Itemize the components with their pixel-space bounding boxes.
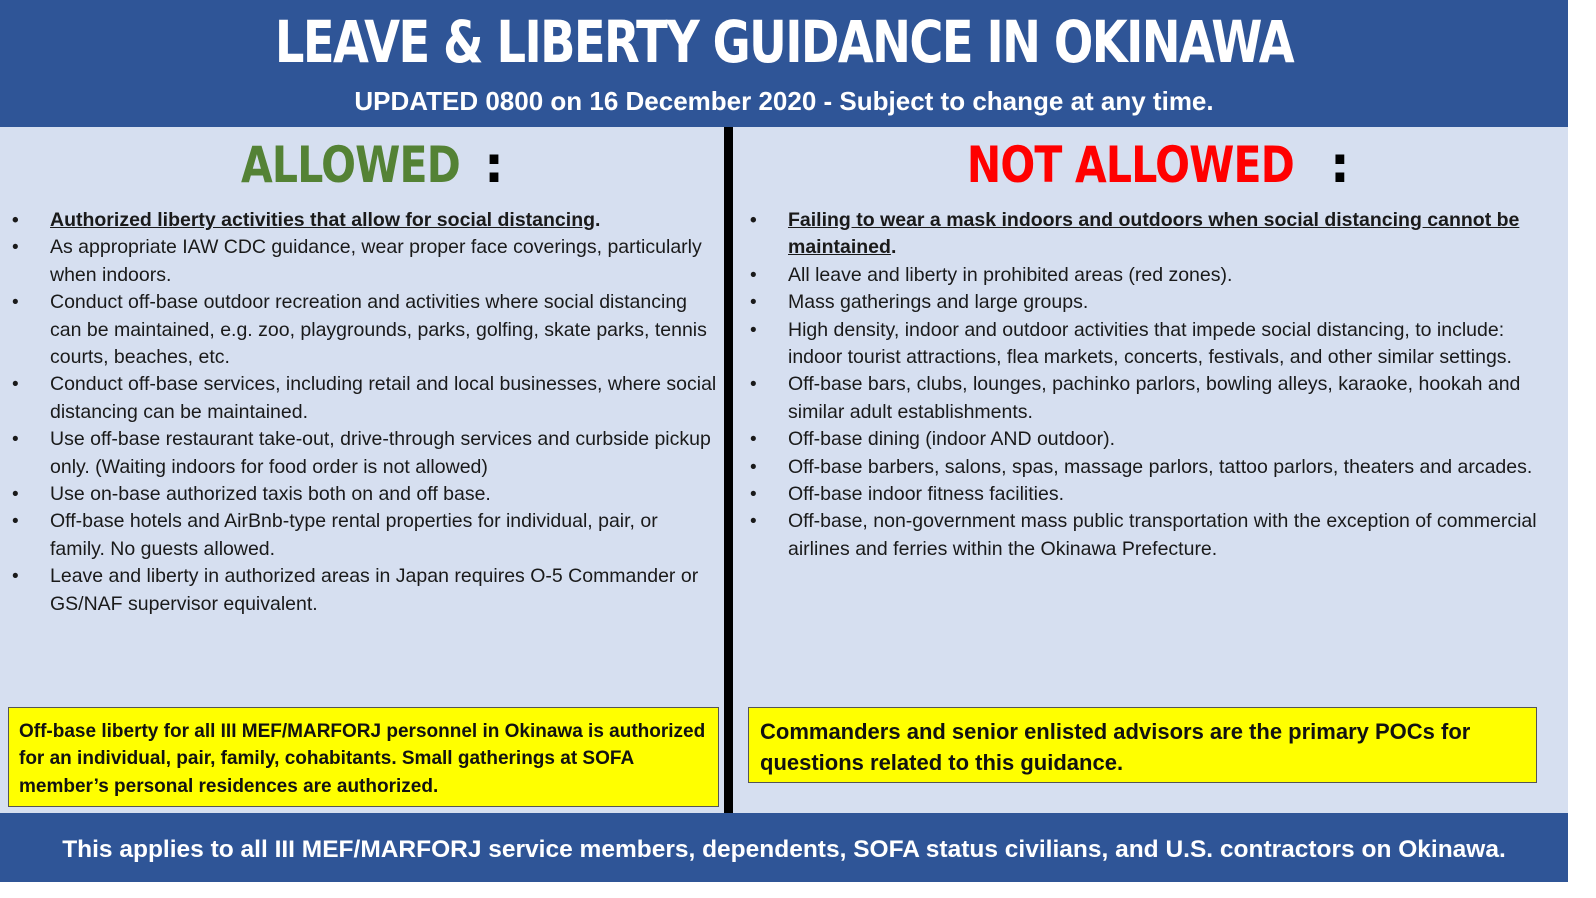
not-allowed-item: • Off-base bars, clubs, lounges, pachinko parlors, bowling alleys, karaoke, hookah and similar adult establishments. (750, 371, 1540, 426)
header-banner (0, 0, 1568, 127)
allowed-note-box: Off-base liberty for all III MEF/MARFORJ personnel in Okinawa is authorized for an individual, pair, family, cohabitants. Small gatherings at SOFA member’s personal residences are authorized. (8, 707, 719, 807)
allowed-item: • Use off-base restaurant take-out, drive-through services and curbside pickup only. (Waiting indoors for food order is not allowed) (12, 426, 717, 481)
not-allowed-item: • Mass gatherings and large groups. (750, 289, 1540, 316)
allowed-item: • Use on-base authorized taxis both on and off base. (12, 481, 717, 508)
not-allowed-list (750, 207, 1540, 563)
not-allowed-item: • Off-base barbers, salons, spas, massage parlors, tattoo parlors, theaters and arcades. (750, 454, 1540, 481)
not-allowed-heading-colon: : (1329, 136, 1349, 194)
column-divider (724, 127, 733, 813)
allowed-heading-colon: : (483, 136, 503, 194)
allowed-item: • Conduct off-base services, including retail and local businesses, where social distancing can be maintained. (12, 371, 717, 426)
page-title: LEAVE & LIBERTY GUIDANCE IN OKINAWA (274, 8, 1294, 76)
not-allowed-item: • All leave and liberty in prohibited areas (red zones). (750, 262, 1540, 289)
allowed-heading (80, 134, 640, 196)
allowed-item: • Authorized liberty activities that allow for social distancing. (12, 207, 717, 234)
allowed-item: • As appropriate IAW CDC guidance, wear proper face coverings, particularly when indoors. (12, 234, 717, 289)
not-allowed-heading-text: NOT ALLOWED (966, 136, 1295, 194)
allowed-item: • Conduct off-base outdoor recreation and activities where social distancing can be maintained, e.g. zoo, playgrounds, parks, golfing, skate parks, tennis courts, beaches, etc. (12, 289, 717, 371)
allowed-item: • Leave and liberty in authorized areas in Japan requires O-5 Commander or GS/NAF supervisor equivalent. (12, 563, 717, 618)
allowed-heading-text: ALLOWED (241, 136, 460, 194)
not-allowed-item: • Off-base indoor fitness facilities. (750, 481, 1540, 508)
not-allowed-heading (840, 134, 1440, 196)
not-allowed-item: • Off-base, non-government mass public transportation with the exception of commercial airlines and ferries within the Okinawa Prefecture. (750, 508, 1540, 563)
poc-note-box: Commanders and senior enlisted advisors are the primary POCs for questions related to this guidance. (748, 707, 1537, 783)
allowed-item-text: Authorized liberty activities that allow for social distancing (50, 209, 596, 231)
update-subtitle: UPDATED 0800 on 16 December 2020 - Subject to change at any time. (354, 86, 1214, 116)
not-allowed-item: • Off-base dining (indoor AND outdoor). (750, 426, 1540, 453)
not-allowed-item-text: Failing to wear a mask indoors and outdoors when social distancing cannot be maintained (788, 209, 1520, 259)
allowed-item: • Off-base hotels and AirBnb-type rental properties for individual, pair, or family. No guests allowed. (12, 508, 717, 563)
not-allowed-item: • High density, indoor and outdoor activities that impede social distancing, to include: indoor tourist attractions, flea markets, concerts, festivals, and other similar settings. (750, 317, 1540, 372)
allowed-list (12, 207, 717, 618)
footer-banner: This applies to all III MEF/MARFORJ service members, dependents, SOFA status civilians, and U.S. contractors on Okinawa. (0, 813, 1568, 882)
not-allowed-item: • Failing to wear a mask indoors and outdoors when social distancing cannot be maintained. (750, 207, 1540, 262)
